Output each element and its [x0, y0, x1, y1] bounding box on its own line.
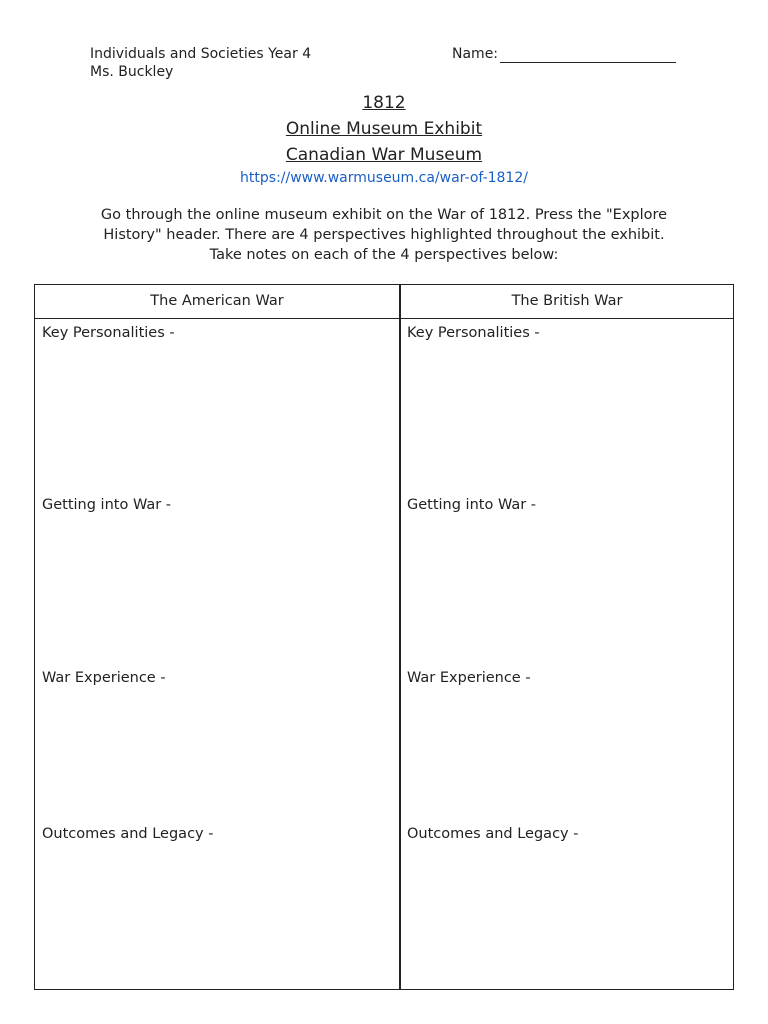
title-museum: Canadian War Museum — [285, 145, 483, 165]
british-outcomes-legacy[interactable]: Outcomes and Legacy - — [407, 826, 579, 842]
british-key-personalities[interactable]: Key Personalities - — [407, 325, 540, 341]
course-title: Individuals and Societies Year 4 — [90, 46, 312, 62]
name-blank-line[interactable] — [500, 48, 676, 63]
american-outcomes-legacy[interactable]: Outcomes and Legacy - — [42, 826, 214, 842]
name-label: Name: — [452, 46, 499, 62]
american-getting-into-war[interactable]: Getting into War - — [42, 497, 172, 513]
american-war-experience[interactable]: War Experience - — [42, 670, 166, 686]
british-war-experience[interactable]: War Experience - — [407, 670, 531, 686]
header-american-war: The American War — [150, 293, 284, 309]
title-block — [0, 90, 768, 188]
table-header-row — [35, 285, 733, 319]
british-getting-into-war[interactable]: Getting into War - — [407, 497, 537, 513]
title-year: 1812 — [362, 93, 406, 113]
column-divider — [399, 285, 401, 989]
notes-table — [34, 284, 734, 990]
american-key-personalities[interactable]: Key Personalities - — [42, 325, 175, 341]
header-british-war: The British War — [511, 293, 623, 309]
header-info — [90, 45, 311, 81]
title-exhibit: Online Museum Exhibit — [285, 119, 483, 139]
name-field — [452, 45, 676, 63]
instructions-text: Go through the online museum exhibit on the War of 1812. Press the "Explore History" header. There are 4 perspectives highlighted throughout the exhibit. Take notes on each of the 4 perspectives below: — [100, 207, 668, 263]
museum-link[interactable]: https://www.warmuseum.ca/war-of-1812/ — [240, 170, 528, 186]
teacher-name: Ms. Buckley — [90, 64, 174, 80]
